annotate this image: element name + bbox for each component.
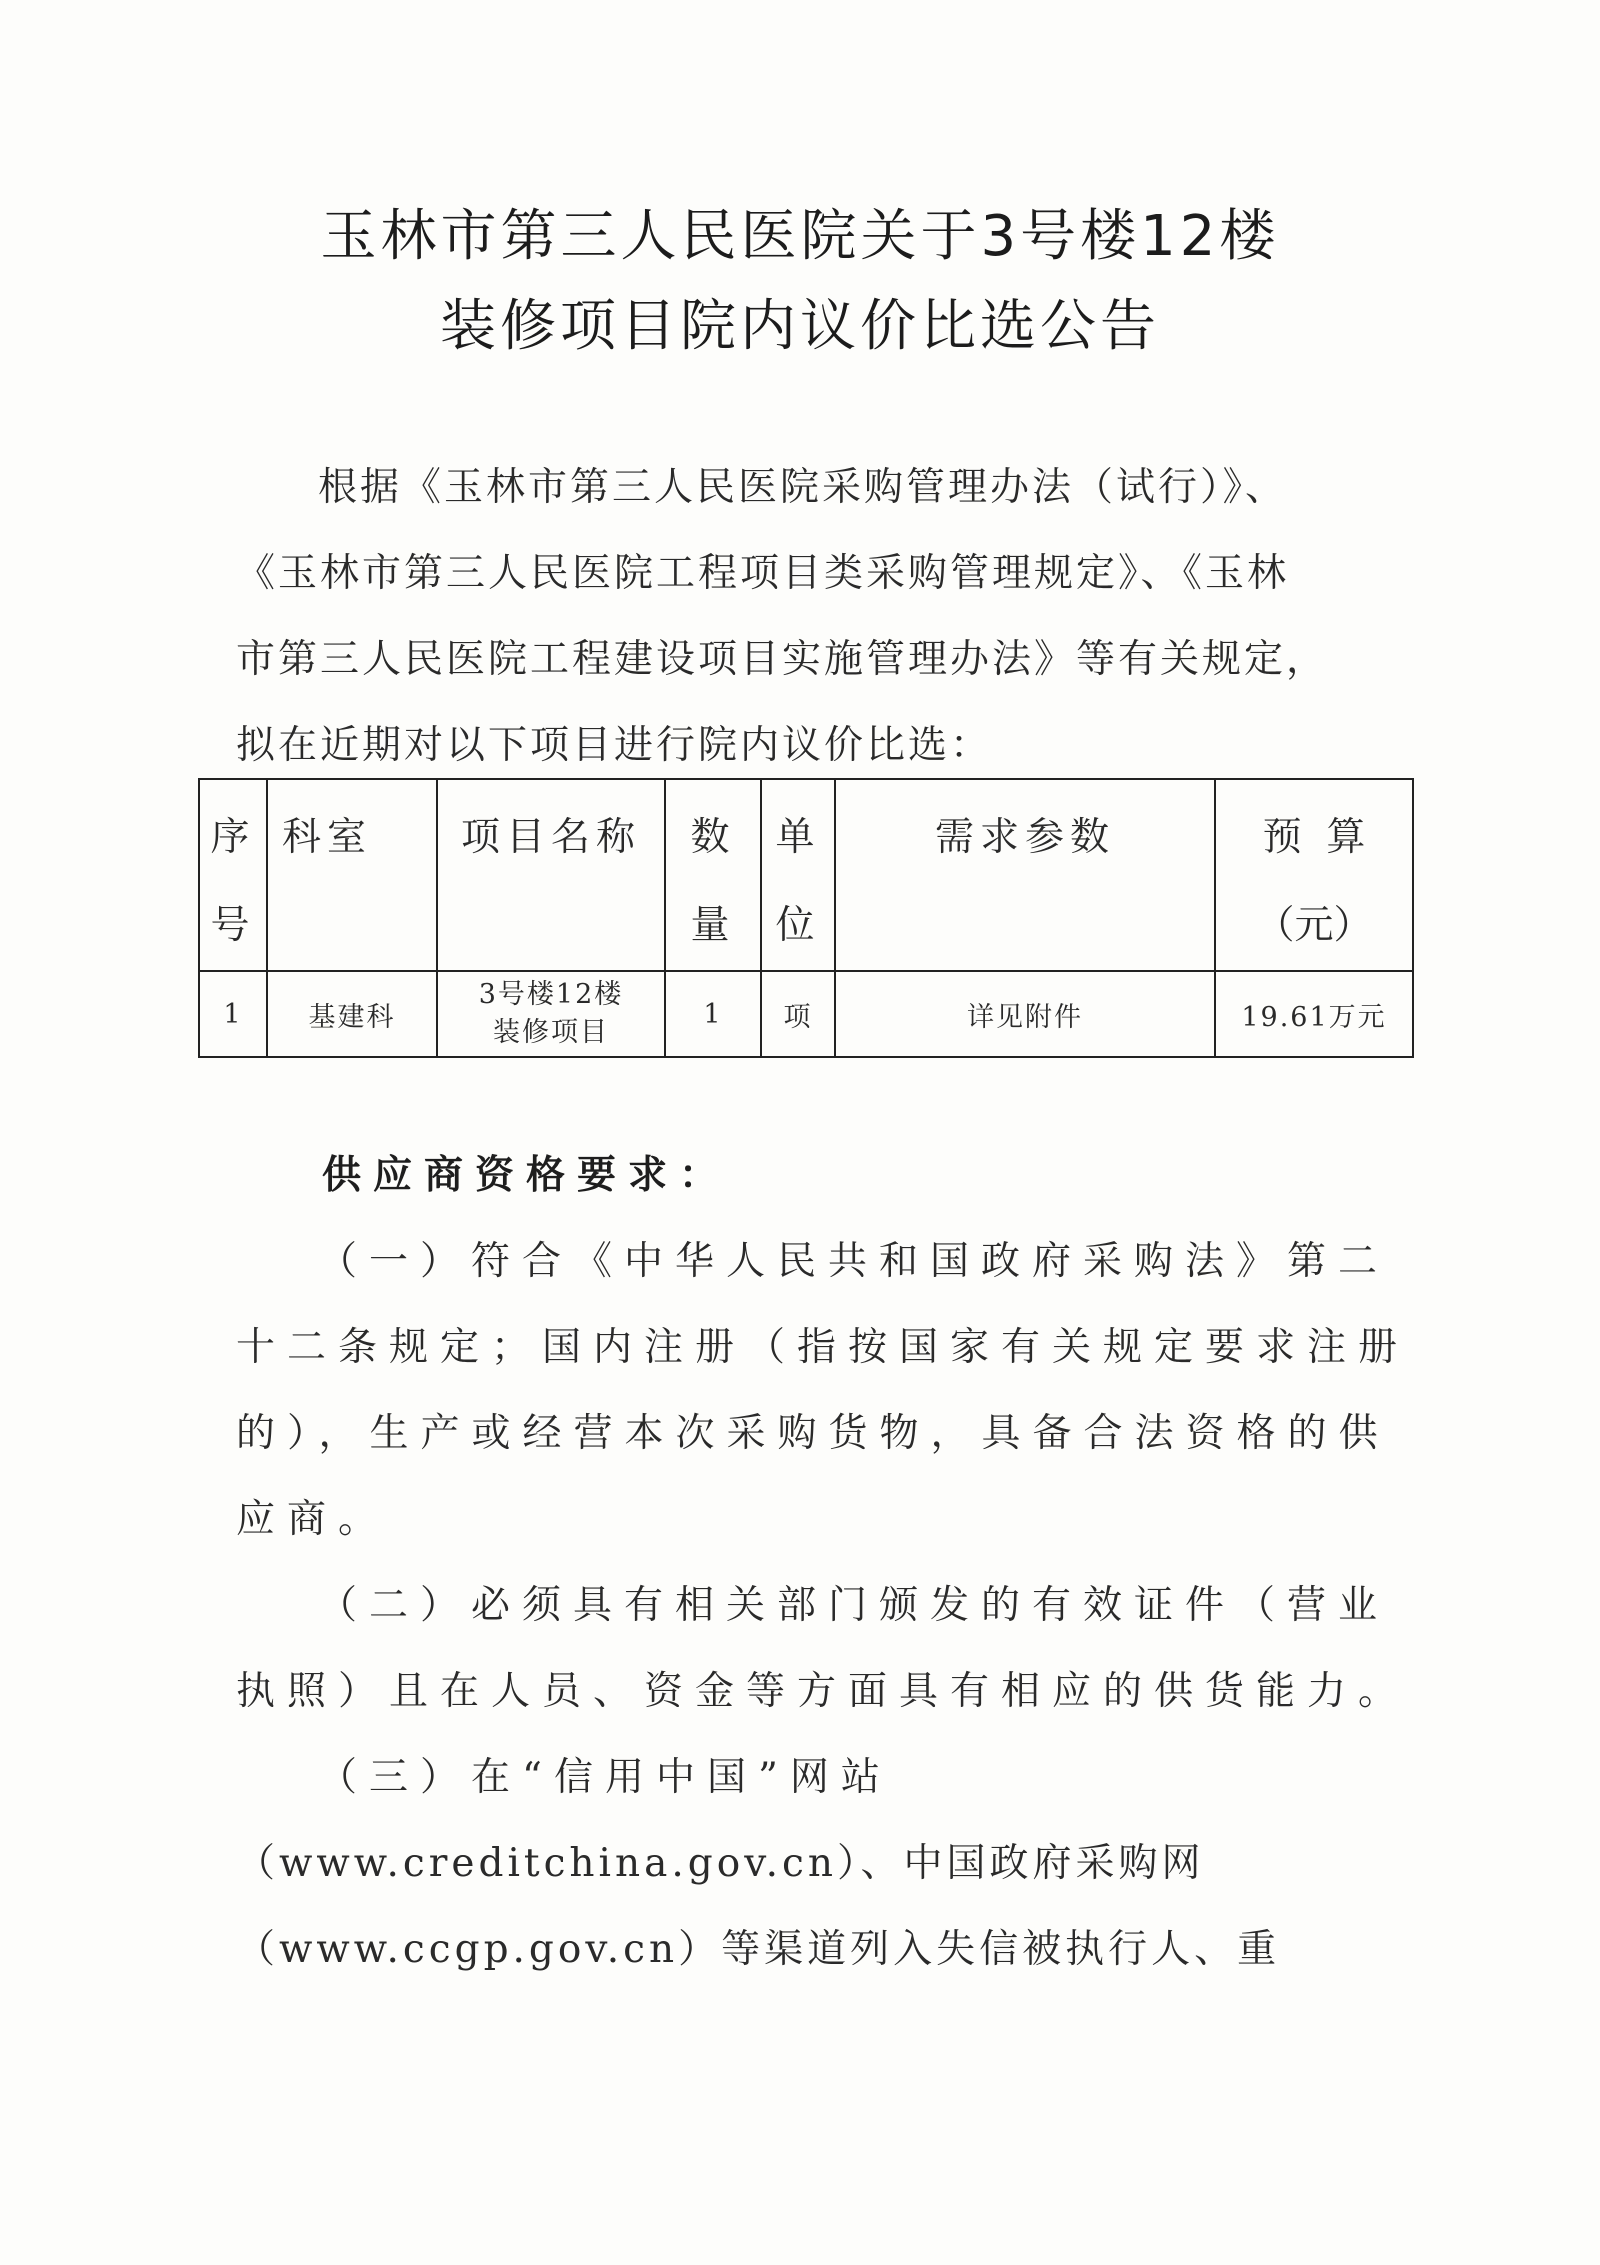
cell-qty: 1 [665, 971, 761, 1057]
header-params: 需求参数 [835, 779, 1215, 971]
intro-line-4: 拟在近期对以下项目进行院内议价比选： [236, 723, 993, 768]
req1-line-2: 十二条规定；国内注册（指按国家有关规定要求注册 [236, 1325, 1410, 1370]
req3-line-1: （三）在“信用中国”网站 [318, 1755, 892, 1800]
page-title-line-2: 装修项目院内议价比选公告 [440, 294, 1160, 359]
header-qty: 数 量 [665, 779, 761, 971]
cell-unit: 项 [761, 971, 835, 1057]
req2-line-2: 执照）且在人员、资金等方面具有相应的供货能力。 [236, 1669, 1410, 1714]
cell-params: 详见附件 [835, 971, 1215, 1057]
procurement-table [198, 778, 1414, 1058]
intro-line-3: 市第三人民医院工程建设项目实施管理办法》等有关规定， [236, 637, 1329, 682]
page-title-line-1: 玉林市第三人民医院关于3号楼12楼 [320, 204, 1280, 269]
req3-line-2: （www.creditchina.gov.cn）、中国政府采购网 [236, 1841, 1205, 1886]
table-header-row [199, 779, 1413, 971]
req1-line-4: 应商。 [236, 1497, 390, 1542]
req1-line-3: 的），生产或经营本次采购货物，具备合法资格的供 [236, 1411, 1390, 1456]
cell-name: 3号楼12楼 装修项目 [437, 971, 665, 1057]
req3-line-3: （www.ccgp.gov.cn）等渠道列入失信被执行人、重 [236, 1927, 1281, 1972]
header-dept: 科室 [267, 779, 437, 971]
req2-line-1: （二）必须具有相关部门颁发的有效证件（营业 [318, 1583, 1390, 1628]
intro-line-2: 《玉林市第三人民医院工程项目类采购管理规定》、《玉林 [236, 551, 1290, 596]
req1-line-1: （一）符合《中华人民共和国政府采购法》第二 [318, 1239, 1390, 1284]
cell-dept: 基建科 [267, 971, 437, 1057]
header-seq: 序 号 [199, 779, 267, 971]
header-unit: 单 位 [761, 779, 835, 971]
header-name: 项目名称 [437, 779, 665, 971]
cell-budget: 19.61万元 [1215, 971, 1413, 1057]
intro-line-1: 根据《玉林市第三人民医院采购管理办法（试行）》、 [318, 465, 1288, 510]
table-row [199, 971, 1413, 1057]
header-budget: 预 算 （元） [1215, 779, 1413, 971]
cell-seq: 1 [199, 971, 267, 1057]
requirements-heading: 供应商资格要求： [322, 1152, 731, 1198]
